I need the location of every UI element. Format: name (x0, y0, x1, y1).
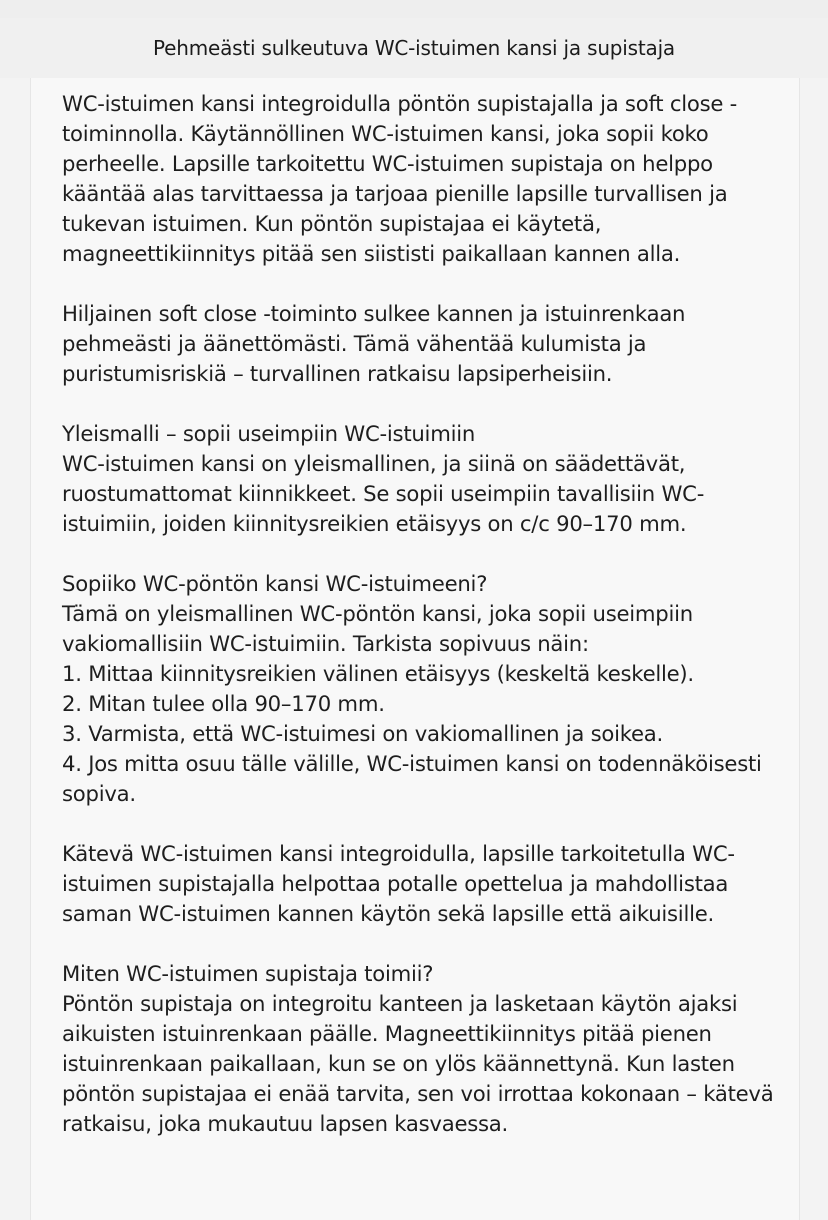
paragraph-how-it-works: Miten WC-istuimen supistaja toimii? Pöntön supistaja on integroitu kanteen ja lasketaan käytön ajaksi aikuisten istuinrenkaan päälle. Magneettikiinnitys pitää pienen istuinrenkaan paikallaan, kun se on ylös käännettynä. Kun lasten pöntön supistajaa ei enää tarvita, sen voi irrottaa kokonaan – kätevä ratkaisu, joka mukautuu lapsen kasvaessa. (62, 961, 774, 1136)
paragraph-soft-close: Hiljainen soft close -toiminto sulkee kannen ja istuinrenkaan pehmeästi ja äänettömästi. Tämä vähentää kulumista ja puristumisriskiä – turvallinen ratkaisu lapsiperheisiin. (62, 301, 686, 386)
top-strip (0, 0, 828, 19)
page-header (0, 18, 828, 78)
page-title: Pehmeästi sulkeutuva WC-istuimen kansi ja supistaja (153, 36, 675, 60)
paragraph-convenience: Kätevä WC-istuimen kansi integroidulla, lapsille tarkoitetulla WC-istuimen supistajalla helpottaa potalle opettelua ja mahdollistaa saman WC-istuimen kannen käytön sekä lapsille että aikuisille. (62, 841, 735, 926)
paragraph-universal-model: Yleismalli – sopii useimpiin WC-istuimiin WC-istuimen kansi on yleismallinen, ja siinä on säädettävät, ruostumattomat kiinnikkeet. Se sopii useimpiin tavallisiin WC-istuimiin, joiden kiinnitysreikien etäisyys on c/c 90–170 mm. (62, 421, 705, 536)
description-text (62, 89, 782, 1169)
paragraph-fit-check: Sopiiko WC-pöntön kansi WC-istuimeeni? Tämä on yleismallinen WC-pöntön kansi, joka sopii useimpiin vakiomallisiin WC-istuimiin. Tarkista sopivuus näin: 1. Mittaa kiinnitysreikien välinen etäisyys (keskeltä keskelle). 2. Mitan tulee olla 90–170 mm. 3. Varmista, että WC-istuimesi on vakiomallinen ja soikea. 4. Jos mitta osuu tälle välille, WC-istuimen kansi on todennäköisesti sopiva. (62, 571, 762, 806)
paragraph-intro: WC-istuimen kansi integroidulla pöntön supistajalla ja soft close -toiminnolla. Käytännöllinen WC-istuimen kansi, joka sopii koko perheelle. Lapsille tarkoitettu WC-istuimen supistaja on helppo kääntää alas tarvittaessa ja tarjoaa pienille lapsille turvallisen ja tukevan istuimen. Kun pöntön supistajaa ei käytetä, magneettikiinnitys pitää sen siististi paikallaan kannen alla. (62, 91, 738, 266)
